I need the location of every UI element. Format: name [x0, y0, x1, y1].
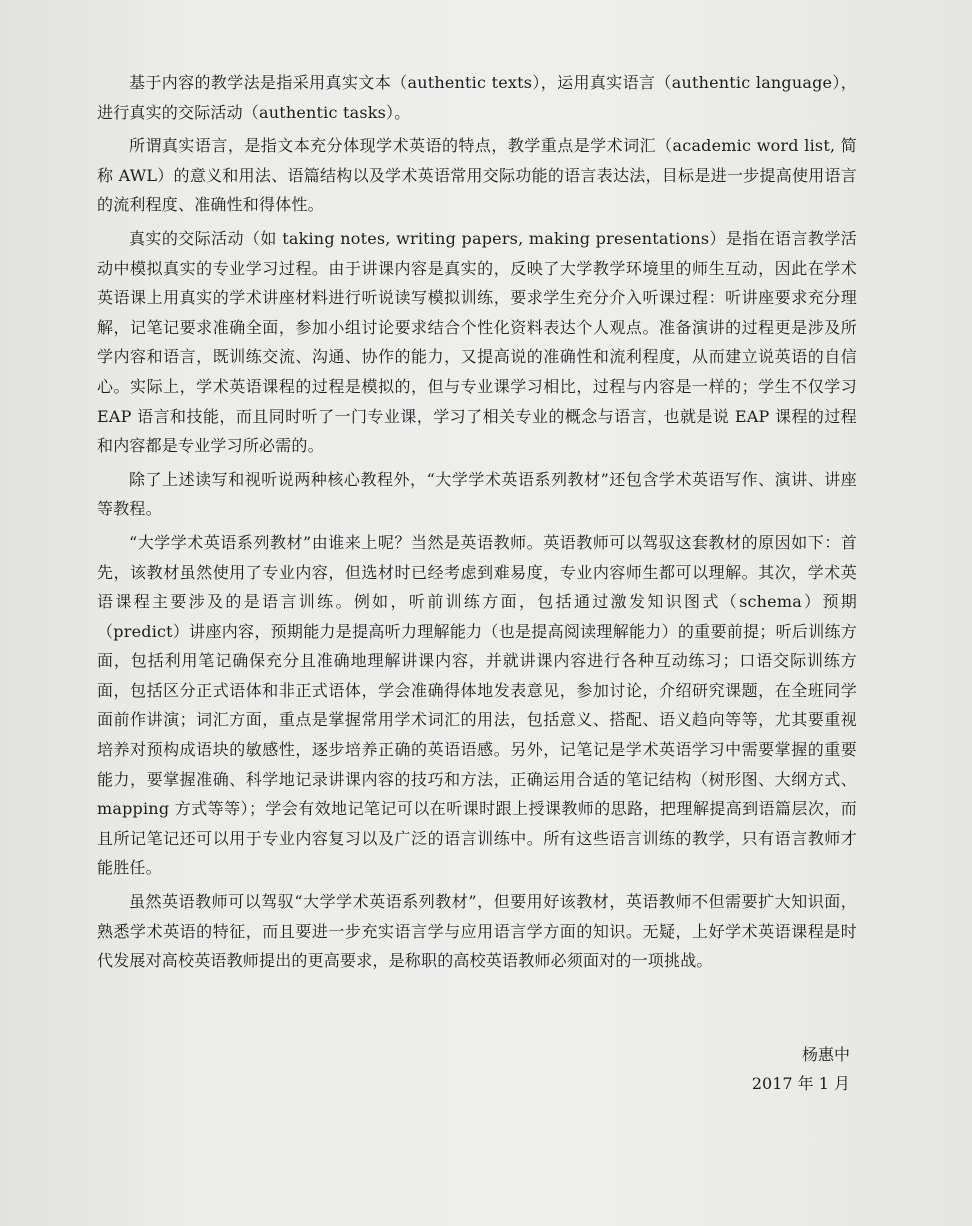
paragraph-4: 除了上述读写和视听说两种核心教程外，“大学学术英语系列教材”还包含学术英语写作、演讲、讲座等教程。	[97, 469, 857, 519]
signature-date: 2017 年 1 月	[751, 1074, 850, 1093]
paragraph-5: “大学学术英语系列教材”由谁来上呢？当然是英语教师。英语教师可以驾驭这套教材的原因如下：首先，该教材虽然使用了专业内容，但选材时已经考虑到难易度，专业内容师生都可以理解。其次，学术英语课程主要涉及的是语言训练。例如，听前训练方面，包括通过激发知识图式（schema）预期（predict）讲座内容，预期能力是提高听力理解能力（也是提高阅读理解能力）的重要前提；听后训练方面，包括利用笔记确保充分且准确地理解讲课内容，并就讲课内容进行各种互动练习；口语交际训练方面，包括区分正式语体和非正式语体，学会准确得体地发表意见，参加讨论，介绍研究课题，在全班同学面前作讲演；词汇方面，重点是掌握常用学术词汇的用法，包括意义、搭配、语义趋向等等，尤其要重视培养对预构成语块的敏感性，逐步培养正确的英语语感。另外，记笔记是学术英语学习中需要掌握的重要能力，要掌握准确、科学地记录讲课内容的技巧和方法，正确运用合适的笔记结构（树形图、大纲方式、mapping 方式等等）；学会有效地记笔记可以在听课时跟上授课教师的思路，把理解提高到语篇层次，而且所记笔记还可以用于专业内容复习以及广泛的语言训练中。所有这些语言训练的教学，只有语言教师才能胜任。	[97, 532, 857, 878]
paragraph-6: 虽然英语教师可以驾驭“大学学术英语系列教材”，但要用好该教材，英语教师不但需要扩大知识面，熟悉学术英语的特征，而且要进一步充实语言学与应用语言学方面的知识。无疑，上好学术英语课程是时代发展对高校英语教师提出的更高要求，是称职的高校英语教师必须面对的一项挑战。	[97, 892, 857, 971]
paragraph-2: 所谓真实语言，是指文本充分体现学术英语的特点，教学重点是学术词汇（academic word list, 简称 AWL）的意义和用法、语篇结构以及学术英语常用交际功能的语言表达法，目标是进一步提高使用语言的流利程度、准确性和得体性。	[97, 136, 857, 215]
paragraph-3: 真实的交际活动（如 taking notes, writing papers, making presentations）是指在语言教学活动中模拟真实的专业学习过程。由于讲课内容是真实的，反映了大学教学环境里的师生互动，因此在学术英语课上用真实的学术讲座材料进行听说读写模拟训练，要求学生充分介入听课过程：听讲座要求充分理解，记笔记要求准确全面，参加小组讨论要求结合个性化资料表达个人观点。准备演讲的过程更是涉及所学内容和语言，既训练交流、沟通、协作的能力，又提高说的准确性和流利程度，从而建立说英语的自信心。实际上，学术英语课程的过程是模拟的，但与专业课学习相比，过程与内容是一样的；学生不仅学习 EAP 语言和技能，而且同时听了一门专业课，学习了相关专业的概念与语言，也就是说 EAP 课程的过程和内容都是专业学习所必需的。	[97, 228, 857, 456]
signature-block	[752, 1040, 850, 1098]
paragraph-1: 基于内容的教学法是指采用真实文本（authentic texts），运用真实语言（authentic language），进行真实的交际活动（authentic tasks）。	[97, 73, 857, 122]
preface-body	[97, 68, 857, 980]
author-name: 杨惠中	[801, 1045, 850, 1064]
